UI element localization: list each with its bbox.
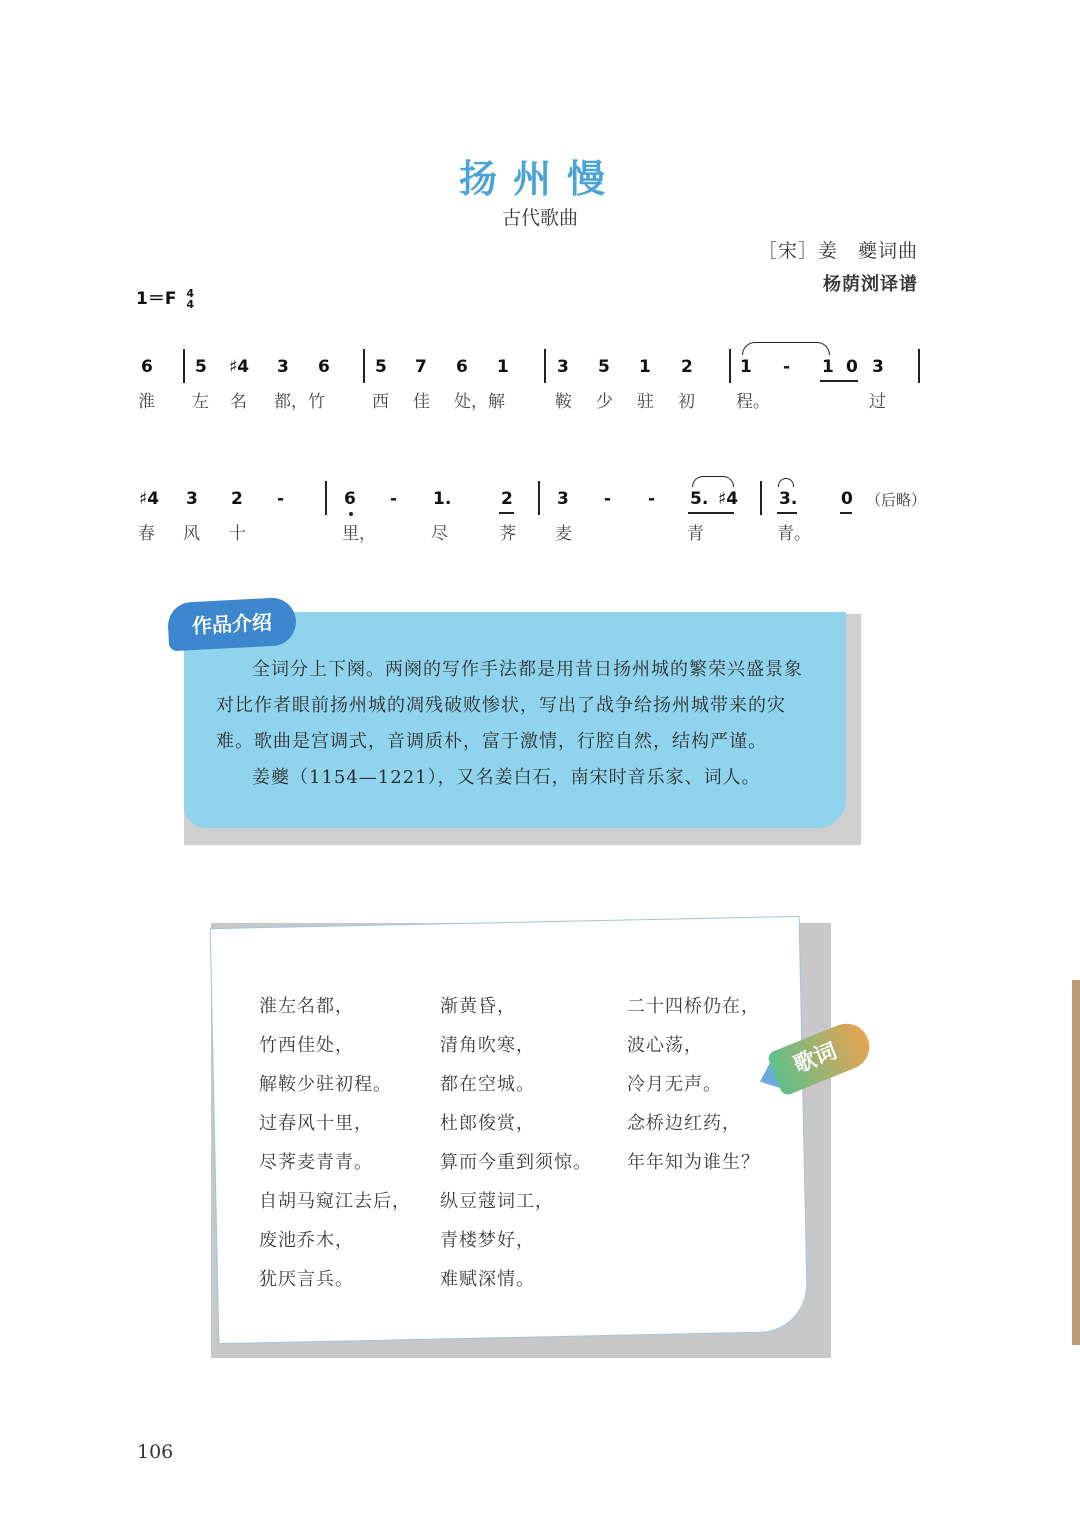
barline: [325, 481, 327, 515]
abbreviation-note: （后略）: [866, 491, 927, 509]
fermata: [778, 478, 794, 487]
note: 3: [186, 489, 198, 509]
note: -: [277, 489, 285, 509]
beam-underline: [688, 512, 734, 514]
barline: [760, 481, 762, 515]
note: 1.: [433, 489, 452, 509]
barline: [363, 349, 365, 383]
key-signature: 1＝F 4 4: [136, 287, 195, 311]
arranger-credit: 杨荫浏译谱: [823, 274, 918, 295]
note: 2: [681, 357, 693, 377]
lyrics-column-3: 二十四桥仍在， 波心荡， 冷月无声。 念桥边红药， 年年知为谁生？: [627, 996, 760, 1173]
note: 1: [639, 357, 651, 377]
tie-arc: [692, 476, 734, 487]
note: 3: [557, 489, 569, 509]
page-number: 106: [137, 1441, 174, 1463]
note: 5: [375, 357, 387, 377]
note: 5: [195, 357, 207, 377]
barline: [183, 349, 185, 383]
lyrics-column-2: 渐黄昏， 清角吹寒， 都在空城。 杜郎俊赏， 算而今重到须惊。 纵豆蔻词工， 青楼梦好， 难赋深情。: [440, 996, 592, 1290]
note: -: [648, 489, 656, 509]
note: 7: [415, 357, 427, 377]
note: 6: [456, 357, 468, 377]
beam-underline: [820, 380, 858, 382]
beam-underline: [840, 512, 852, 514]
note: 1: [497, 357, 509, 377]
page-edge: [1072, 980, 1080, 1345]
note: 3: [277, 357, 289, 377]
note: -: [783, 357, 791, 377]
note: 3: [557, 357, 569, 377]
subtitle: 古代歌曲: [501, 207, 578, 229]
beam-underline: [777, 512, 797, 514]
note: 6: [344, 489, 356, 509]
note: 2: [231, 489, 243, 509]
note: -: [604, 489, 612, 509]
note: ♯4: [229, 357, 250, 377]
note: 1: [822, 357, 834, 377]
barline: [729, 349, 731, 383]
note: -: [390, 489, 398, 509]
note: 3: [872, 357, 884, 377]
barline: [544, 349, 546, 383]
note: 6: [318, 357, 330, 377]
beam-underline: [499, 512, 514, 514]
note: 6: [141, 357, 153, 377]
note: 0: [846, 357, 858, 377]
note: 1: [740, 357, 752, 377]
tie-arc: [742, 342, 830, 355]
note: 5: [598, 357, 610, 377]
lyricist-credit: ［宋］姜 夔词曲: [757, 240, 918, 262]
note: 2: [501, 489, 513, 509]
page-title: 扬州慢: [458, 157, 621, 201]
time-signature: 4 4: [186, 287, 195, 311]
barline: [538, 481, 540, 515]
note: 5.: [690, 489, 709, 509]
intro-paragraph-1: 全词分上下阕。两阕的写作手法都是用昔日扬州城的繁荣兴盛景象对比作者眼前扬州城的凋残破败惨状，写出了战争给扬州城带来的灾难。歌曲是宫调式，音调质朴，富于激情，行腔自然，结构严谨。: [216, 659, 803, 752]
note: ♯4: [139, 489, 160, 509]
note: 3.: [779, 489, 798, 509]
lyrics-column-1: 淮左名都， 竹西佳处， 解鞍少驻初程。 过春风十里， 尽荠麦青青。 自胡马窥江去后， 废池乔木， 犹厌言兵。: [259, 996, 411, 1290]
note: ♯4: [718, 489, 739, 509]
note: 0: [841, 489, 853, 509]
barline: [918, 349, 920, 383]
intro-tab: 作品介绍: [167, 597, 297, 652]
intro-paragraph-2: 姜夔（1154—1221），又名姜白石，南宋时音乐家、词人。: [252, 767, 761, 788]
lyrics-tag: 歌词: [749, 1010, 883, 1111]
low-octave-dot: [349, 512, 353, 516]
